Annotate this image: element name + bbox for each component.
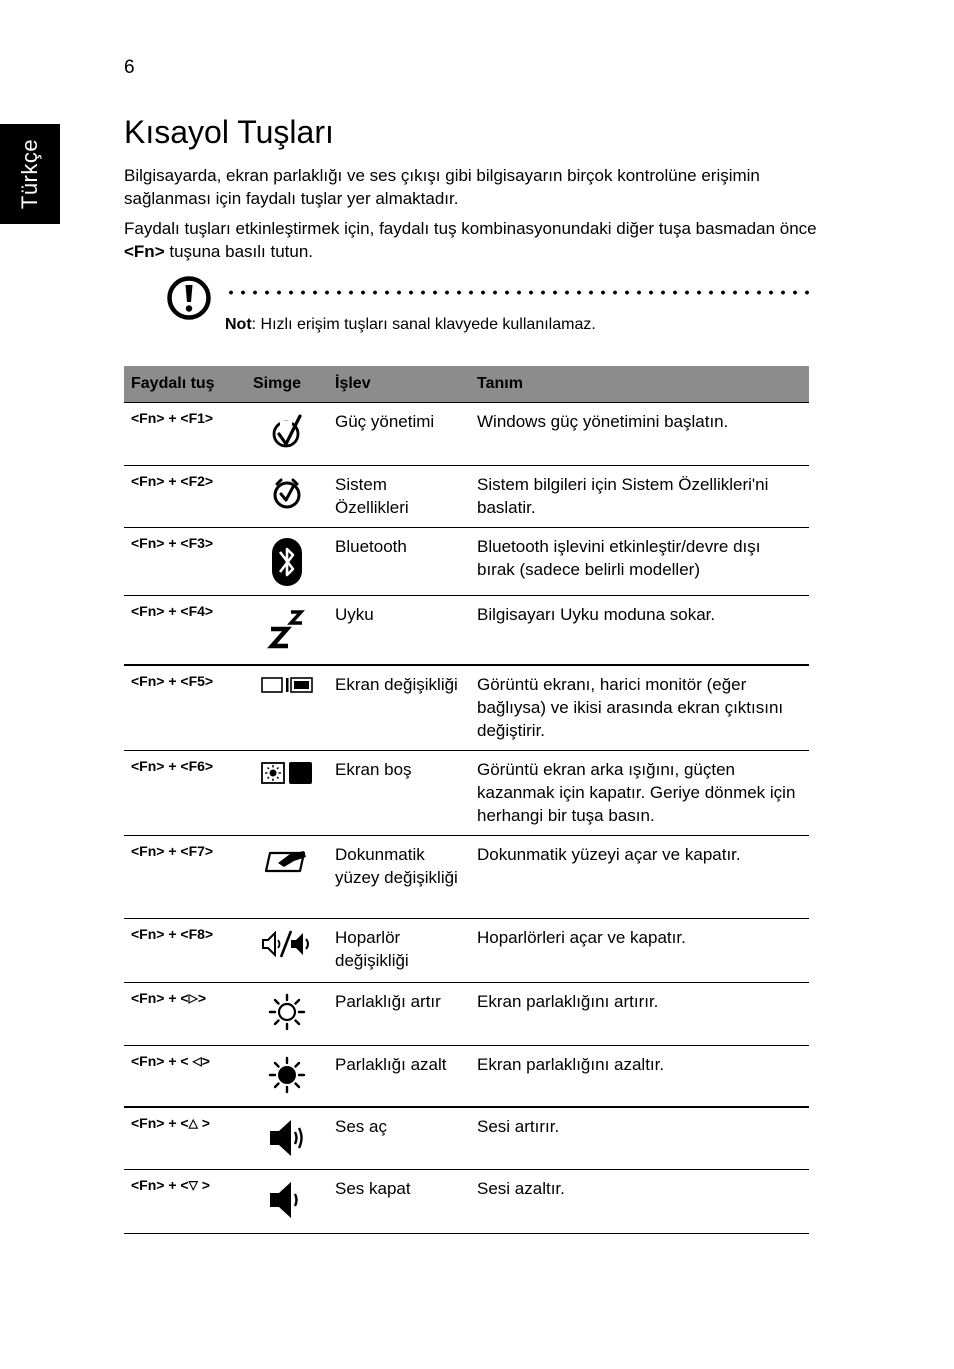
- arrow-right-icon: ▷: [188, 990, 198, 1005]
- brightness-up-icon: [246, 982, 328, 1045]
- table-header-row: [124, 366, 809, 403]
- power-management-icon: [246, 403, 328, 466]
- description-cell: Ekran parlaklığını azaltır.: [470, 1045, 809, 1107]
- function-cell: Sistem Özellikleri: [328, 466, 470, 528]
- display-toggle-icon: [246, 665, 328, 751]
- hotkey-cell: <Fn> + <F8>: [124, 918, 246, 982]
- table-row: [124, 1107, 809, 1169]
- intro-p2-before: Faydalı tuşları etkinleştirmek için, faydalı tuş kombinasyonundaki diğer tuşa basmadan önce: [124, 219, 817, 238]
- function-cell: Parlaklığı artır: [328, 982, 470, 1045]
- table-row: [124, 750, 809, 835]
- function-cell: Parlaklığı azalt: [328, 1045, 470, 1107]
- function-cell: Ses kapat: [328, 1169, 470, 1233]
- hotkey-prefix: <Fn> + <: [131, 989, 189, 1006]
- table-row: [124, 403, 809, 466]
- bluetooth-icon: [246, 528, 328, 596]
- intro-p2-after: tuşuna basılı tutun.: [164, 242, 314, 261]
- hotkey-cell: [124, 1107, 246, 1169]
- description-cell: Sesi artırır.: [470, 1107, 809, 1169]
- description-cell: Sesi azaltır.: [470, 1169, 809, 1233]
- brightness-down-icon: [246, 1045, 328, 1107]
- table-row: [124, 665, 809, 751]
- hotkey-cell: <Fn> + <F6>: [124, 750, 246, 835]
- function-cell: Bluetooth: [328, 528, 470, 596]
- volume-down-icon: [246, 1169, 328, 1233]
- page-title: Kısayol Tuşları: [124, 114, 334, 150]
- hotkey-cell: <Fn> + <F5>: [124, 665, 246, 751]
- function-cell: Ekran değişikliği: [328, 665, 470, 751]
- arrow-down-icon: ▽: [188, 1177, 198, 1192]
- hotkeys-table: [124, 366, 809, 1234]
- language-tab-label: Türkçe: [17, 138, 42, 210]
- intro-paragraph-2: [124, 217, 824, 263]
- table-row: [124, 918, 809, 982]
- function-cell: Ekran boş: [328, 750, 470, 835]
- description-cell: Dokunmatik yüzeyi açar ve kapatır.: [470, 835, 809, 918]
- hotkey-prefix: <Fn> + <: [131, 1052, 193, 1069]
- fn-key-text: <Fn>: [124, 242, 165, 261]
- function-cell: Ses aç: [328, 1107, 470, 1169]
- hotkey-cell: [124, 982, 246, 1045]
- page-number: 6: [124, 57, 135, 78]
- hotkey-suffix: >: [201, 1052, 210, 1069]
- hotkey-cell: <Fn> + <F3>: [124, 528, 246, 596]
- description-cell: Görüntü ekranı, harici monitör (eğer bağlıysa) ve ikisi arasında ekran çıktısını değiştirir.: [470, 665, 809, 751]
- function-cell: Hoparlör değişikliği: [328, 918, 470, 982]
- hotkey-suffix: >: [197, 1176, 210, 1193]
- speaker-toggle-icon: [246, 918, 328, 982]
- description-cell: Görüntü ekran arka ışığını, güçten kazanmak için kapatır. Geriye dönmek için herhangi bir tuşa basın.: [470, 750, 809, 835]
- hotkey-prefix: <Fn> + <: [131, 1176, 189, 1193]
- note-body: : Hızlı erişim tuşları sanal klavyede kullanılamaz.: [251, 316, 596, 333]
- description-cell: Sistem bilgileri için Sistem Özellikleri'ni baslatir.: [470, 466, 809, 528]
- arrow-up-icon: △: [188, 1116, 198, 1130]
- exclamation-circle-icon: [166, 275, 212, 321]
- header-description: Tanım: [470, 366, 809, 403]
- note-divider: [225, 290, 809, 295]
- intro-paragraph-1: Bilgisayarda, ekran parlaklığı ve ses çıkışı gibi bilgisayarın birçok kontrolüne erişimin sağlanması için faydalı tuşlar yer almaktadır.: [124, 166, 760, 208]
- header-function: İşlev: [328, 366, 470, 403]
- hotkey-suffix: >: [197, 1115, 210, 1131]
- table-row: [124, 835, 809, 918]
- note-label: Not: [225, 316, 252, 333]
- hotkey-cell: <Fn> + <F1>: [124, 403, 246, 466]
- header-icon: Simge: [246, 366, 328, 403]
- description-cell: Bilgisayarı Uyku moduna sokar.: [470, 596, 809, 665]
- screen-blank-icon: [246, 750, 328, 835]
- description-cell: Ekran parlaklığını artırır.: [470, 982, 809, 1045]
- table-row: [124, 596, 809, 665]
- description-cell: Hoparlörleri açar ve kapatır.: [470, 918, 809, 982]
- volume-up-icon: [246, 1107, 328, 1169]
- table-row: [124, 1169, 809, 1233]
- function-cell: Güç yönetimi: [328, 403, 470, 466]
- function-cell: Dokunmatik yüzey değişikliği: [328, 835, 470, 918]
- hotkey-cell: <Fn> + <F4>: [124, 596, 246, 665]
- description-cell: Windows güç yönetimini başlatın.: [470, 403, 809, 466]
- table-row: [124, 1045, 809, 1107]
- hotkey-suffix: >: [197, 989, 207, 1006]
- function-cell: Uyku: [328, 596, 470, 665]
- header-hotkey: Faydalı tuş: [124, 366, 246, 403]
- hotkey-prefix: <Fn> + <: [131, 1115, 189, 1131]
- table-row: [124, 982, 809, 1045]
- sleep-icon: [246, 596, 328, 665]
- note-text: [225, 316, 596, 334]
- language-tab: [0, 124, 60, 224]
- table-row: [124, 528, 809, 596]
- system-properties-icon: [246, 466, 328, 528]
- arrow-left-icon: ◁: [192, 1053, 202, 1068]
- hotkey-cell: <Fn> + <F2>: [124, 466, 246, 528]
- table-row: [124, 466, 809, 528]
- hotkey-cell: <Fn> + <F7>: [124, 835, 246, 918]
- hotkey-cell: [124, 1045, 246, 1107]
- touchpad-toggle-icon: [246, 835, 328, 918]
- description-cell: Bluetooth işlevini etkinleştir/devre dışı bırak (sadece belirli modeller): [470, 528, 809, 596]
- hotkey-cell: [124, 1169, 246, 1233]
